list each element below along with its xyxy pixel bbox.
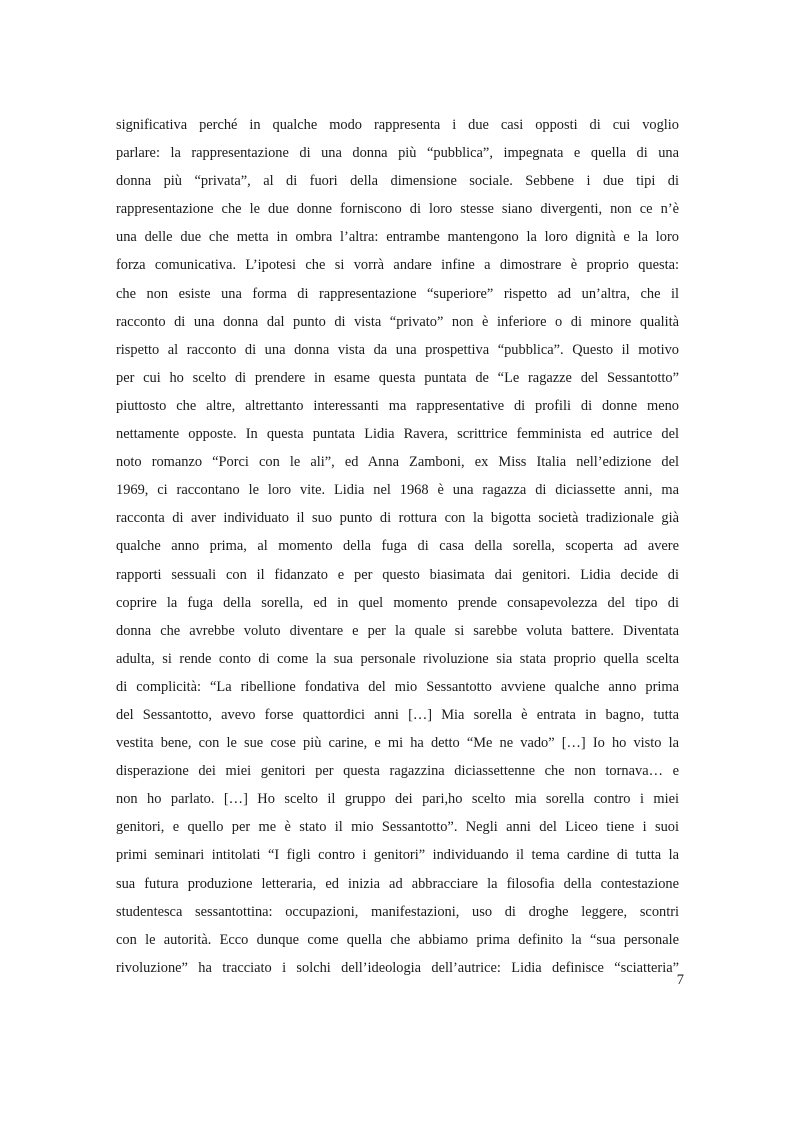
text-line: noto romanzo “Porci con le ali”, ed Anna Zamboni, ex Miss Italia nell’edizione del <box>116 454 679 471</box>
text-line: che non esiste una forma di rappresentazione “superiore” rispetto ad un’altra, che il <box>116 285 679 302</box>
text-line: rappresentazione che le due donne forniscono di loro stesse siano divergenti, non ce n’è <box>116 201 679 218</box>
text-line: piuttosto che altre, altrettanto interessanti ma rappresentative di profili di donne meno <box>116 397 679 414</box>
text-line: coprire la fuga della sorella, ed in quel momento prende consapevolezza del tipo di <box>116 594 679 611</box>
text-line: 1969, ci raccontano le loro vite. Lidia nel 1968 è una ragazza di diciassette anni, ma <box>116 482 679 499</box>
text-line: genitori, e quello per me è stato il mio Sessantotto”. Negli anni del Liceo tiene i suoi <box>116 819 679 836</box>
text-line: adulta, si rende conto di come la sua personale rivoluzione sia stata proprio quella scelta <box>116 650 679 667</box>
text-line: del Sessantotto, avevo forse quattordici anni […] Mia sorella è entrata in bagno, tutta <box>116 706 679 723</box>
text-line: disperazione dei miei genitori per questa ragazzina diciassettenne che non tornava… e <box>116 763 679 780</box>
text-line: donna che avrebbe voluto diventare e per la quale si sarebbe voluta battere. Diventata <box>116 622 679 639</box>
text-line: per cui ho scelto di prendere in esame questa puntata de “Le ragazze del Sessantotto” <box>116 369 679 386</box>
text-line: sua futura produzione letteraria, ed inizia ad abbracciare la filosofia della contestazione <box>116 875 679 892</box>
text-line: di complicità: “La ribellione fondativa del mio Sessantotto avviene qualche anno prima <box>116 678 679 695</box>
text-line: vestita bene, con le sue cose più carine, e mi ha detto “Me ne vado” […] Io ho visto la <box>116 735 679 752</box>
text-line: racconta di aver individuato il suo punto di rottura con la bigotta società tradizionale già <box>116 510 679 527</box>
text-line: parlare: la rappresentazione di una donna più “pubblica”, impegnata e quella di una <box>116 145 679 162</box>
text-line: una delle due che metta in ombra l’altra: entrambe mantengono la loro dignità e la loro <box>116 229 679 246</box>
text-line: rivoluzione” ha tracciato i solchi dell’ideologia dell’autrice: Lidia definisce “sciatteria” <box>116 959 679 976</box>
text-line: significativa perché in qualche modo rappresenta i due casi opposti di cui voglio <box>116 117 679 133</box>
text-line: racconto di una donna dal punto di vista “privato” non è inferiore o di minore qualità <box>116 313 679 330</box>
text-line: rispetto al racconto di una donna vista da una prospettiva “pubblica”. Questo il motivo <box>116 341 679 358</box>
page-number: 7 <box>676 972 684 988</box>
text-line: primi seminari intitolati “I figli contro i genitori” individuando il tema cardine di tutta la <box>116 847 679 864</box>
text-line: donna più “privata”, al di fuori della dimensione sociale. Sebbene i due tipi di <box>116 173 679 190</box>
text-line: studentesca sessantottina: occupazioni, manifestazioni, uso di droghe leggere, scontri <box>116 903 679 920</box>
text-line: non ho parlato. […] Ho scelto il gruppo dei pari,ho scelto mia sorella contro i miei <box>116 791 679 808</box>
body-text <box>116 111 679 982</box>
text-line: nettamente opposte. In questa puntata Lidia Ravera, scrittrice femminista ed autrice del <box>116 426 679 443</box>
text-line: con le autorità. Ecco dunque come quella che abbiamo prima definito la “sua personale <box>116 931 679 948</box>
text-line: qualche anno prima, al momento della fuga di casa della sorella, scoperta ad avere <box>116 538 679 555</box>
text-line: forza comunicativa. L’ipotesi che si vorrà andare infine a dimostrare è proprio questa: <box>116 257 679 274</box>
text-line: rapporti sessuali con il fidanzato e per questo biasimata dai genitori. Lidia decide di <box>116 566 679 583</box>
